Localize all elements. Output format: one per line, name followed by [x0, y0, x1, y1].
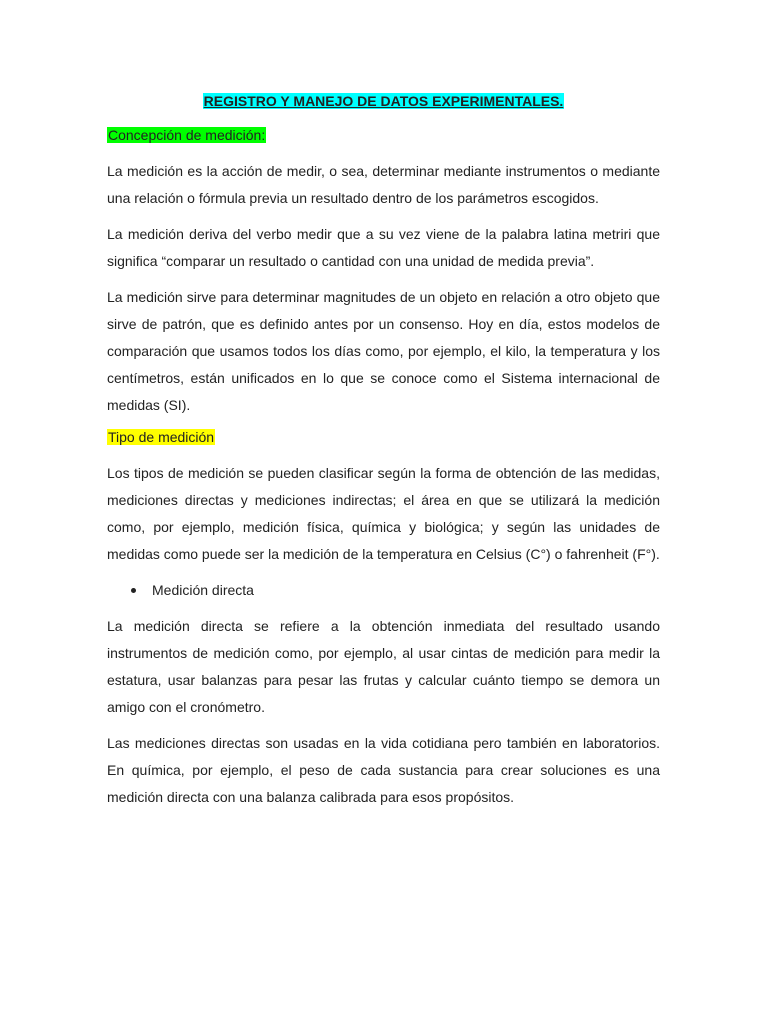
bullet-item [107, 577, 660, 604]
bullet-item-text: Medición directa [152, 582, 254, 598]
paragraph: La medición directa se refiere a la obtención inmediata del resultado usando instrumentos de medición como, por ejemplo, al usar cintas de medición para medir la estatura, usar balanzas para pesar las frutas y calcular cuánto tiempo se demora un amigo con el cronómetro. [107, 618, 660, 715]
section-heading-concepcion [107, 126, 660, 144]
title-block [107, 92, 660, 111]
paragraph: La medición es la acción de medir, o sea, determinar mediante instrumentos o mediante una relación o fórmula previa un resultado dentro de los parámetros escogidos. [107, 163, 660, 206]
bullet-icon [131, 588, 136, 593]
paragraph: Los tipos de medición se pueden clasificar según la forma de obtención de las medidas, mediciones directas y mediciones indirectas; el área en que se utilizará la medición como, por ejemplo, medición física, química y biológica; y según las unidades de medidas como puede ser la medición de la temperatura en Celsius (C°) o fahrenheit (F°). [107, 465, 660, 562]
heading-tipo-text: Tipo de medición [108, 429, 215, 445]
paragraph: Las mediciones directas son usadas en la vida cotidiana pero también en laboratorios. En química, por ejemplo, el peso de cada sustancia para crear soluciones es una medición directa con una balanza calibrada para esos propósitos. [107, 735, 660, 805]
document-title: REGISTRO Y MANEJO DE DATOS EXPERIMENTALES. [203, 93, 564, 109]
paragraph: La medición deriva del verbo medir que a su vez viene de la palabra latina metriri que significa “comparar un resultado o cantidad con una unidad de medida previa”. [107, 226, 660, 269]
section-heading-tipo [107, 428, 660, 446]
bullet-list [107, 577, 660, 604]
paragraph: La medición sirve para determinar magnitudes de un objeto en relación a otro objeto que sirve de patrón, que es definido antes por un consenso. Hoy en día, estos modelos de comparación que usamos todos los días como, por ejemplo, el kilo, la temperatura y los centímetros, están unificados en lo que se conoce como el Sistema internacional de medidas (SI). [107, 289, 660, 413]
heading-concepcion-text: Concepción de medición: [108, 127, 266, 143]
document-page [107, 92, 660, 820]
